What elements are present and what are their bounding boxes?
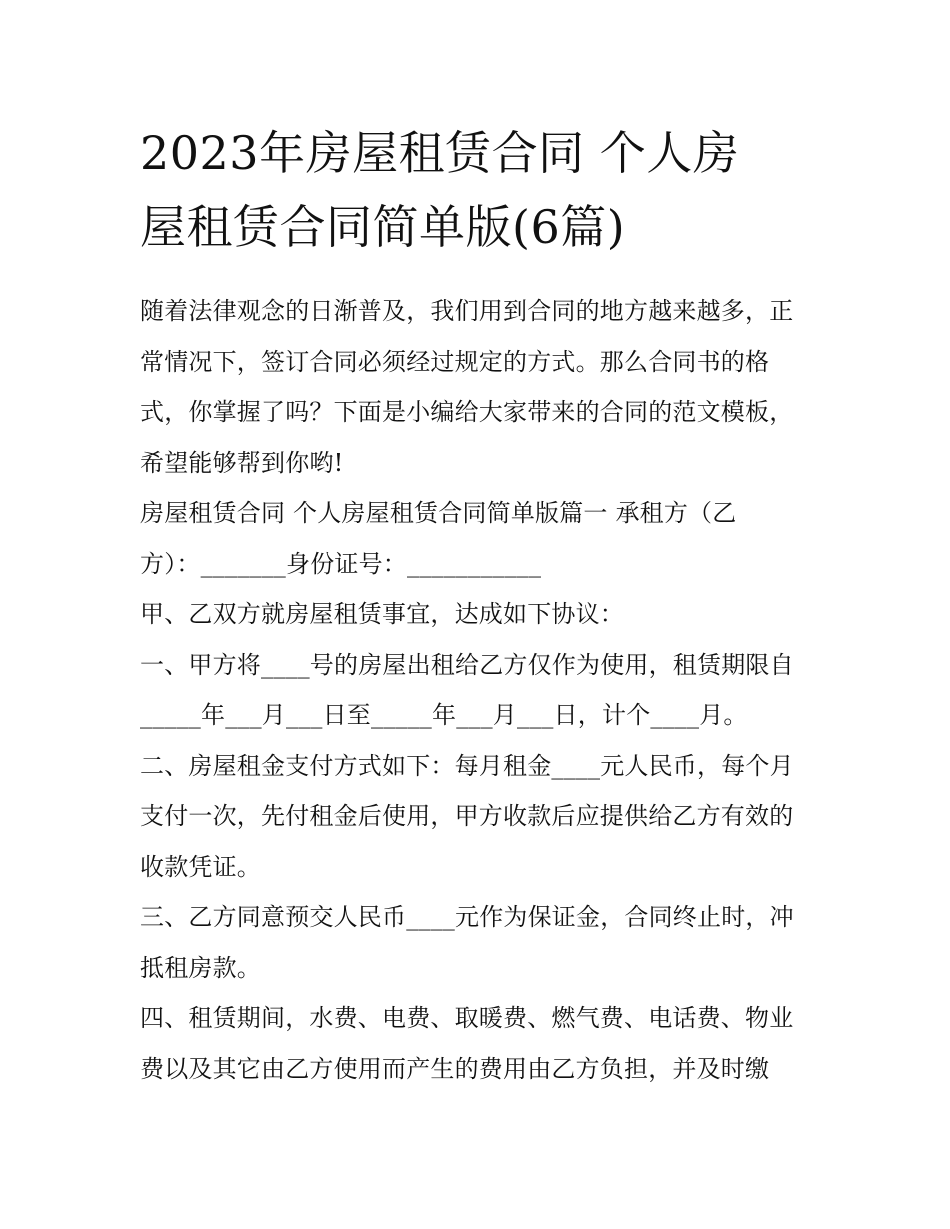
text-line: 甲、乙双方就房屋租赁事宜，达成如下协议： bbox=[140, 600, 624, 628]
text-line: 方）：_______身份证号：___________ bbox=[140, 549, 542, 578]
paragraph-clause-2 bbox=[140, 741, 812, 893]
text-line: 常情况下，签订合同必须经过规定的方式。那么合同书的格 bbox=[140, 347, 770, 376]
text-line: 一、甲方将____号的房屋出租给乙方仅作为使用，租赁期限自 bbox=[140, 650, 794, 679]
document-body bbox=[140, 286, 812, 1094]
text-line: 费以及其它由乙方使用而产生的费用由乙方负担，并及时缴 bbox=[140, 1054, 770, 1083]
text-line: 三、乙方同意预交人民币____元作为保证金，合同终止时，冲 bbox=[140, 903, 794, 931]
paragraph-clause-1 bbox=[140, 640, 812, 741]
text-line: 房屋租赁合同 个人房屋租赁合同简单版篇一 承租方（乙 bbox=[140, 499, 737, 527]
text-line: 抵租房款。 bbox=[140, 953, 261, 982]
document-title bbox=[140, 116, 812, 264]
paragraph-clause-3 bbox=[140, 892, 812, 993]
paragraph-lessee bbox=[140, 488, 812, 589]
title-line: 2023年房屋租赁合同 个人房 bbox=[140, 126, 740, 180]
text-line: 四、租赁期间，水费、电费、取暖费、燃气费、电话费、物业 bbox=[140, 1004, 794, 1032]
text-line: 希望能够帮到你哟! bbox=[140, 448, 344, 477]
text-line: 收款凭证。 bbox=[140, 852, 261, 881]
text-line: 随着法律观念的日渐普及，我们用到合同的地方越来越多，正 bbox=[140, 297, 794, 325]
paragraph-clause-4 bbox=[140, 993, 812, 1094]
text-line: 支付一次，先付租金后使用，甲方收款后应提供给乙方有效的 bbox=[140, 802, 794, 830]
text-line: _____年___月___日至_____年___月___日，计个____月。 bbox=[140, 701, 748, 729]
title-line: 屋租赁合同简单版(6篇) bbox=[140, 200, 626, 254]
paragraph-agreement bbox=[140, 589, 812, 640]
paragraph-intro bbox=[140, 286, 812, 488]
text-line: 二、房屋租金支付方式如下：每月租金____元人民币，每个月 bbox=[140, 751, 794, 780]
text-line: 式，你掌握了吗？下面是小编给大家带来的合同的范文模板， bbox=[140, 398, 794, 426]
